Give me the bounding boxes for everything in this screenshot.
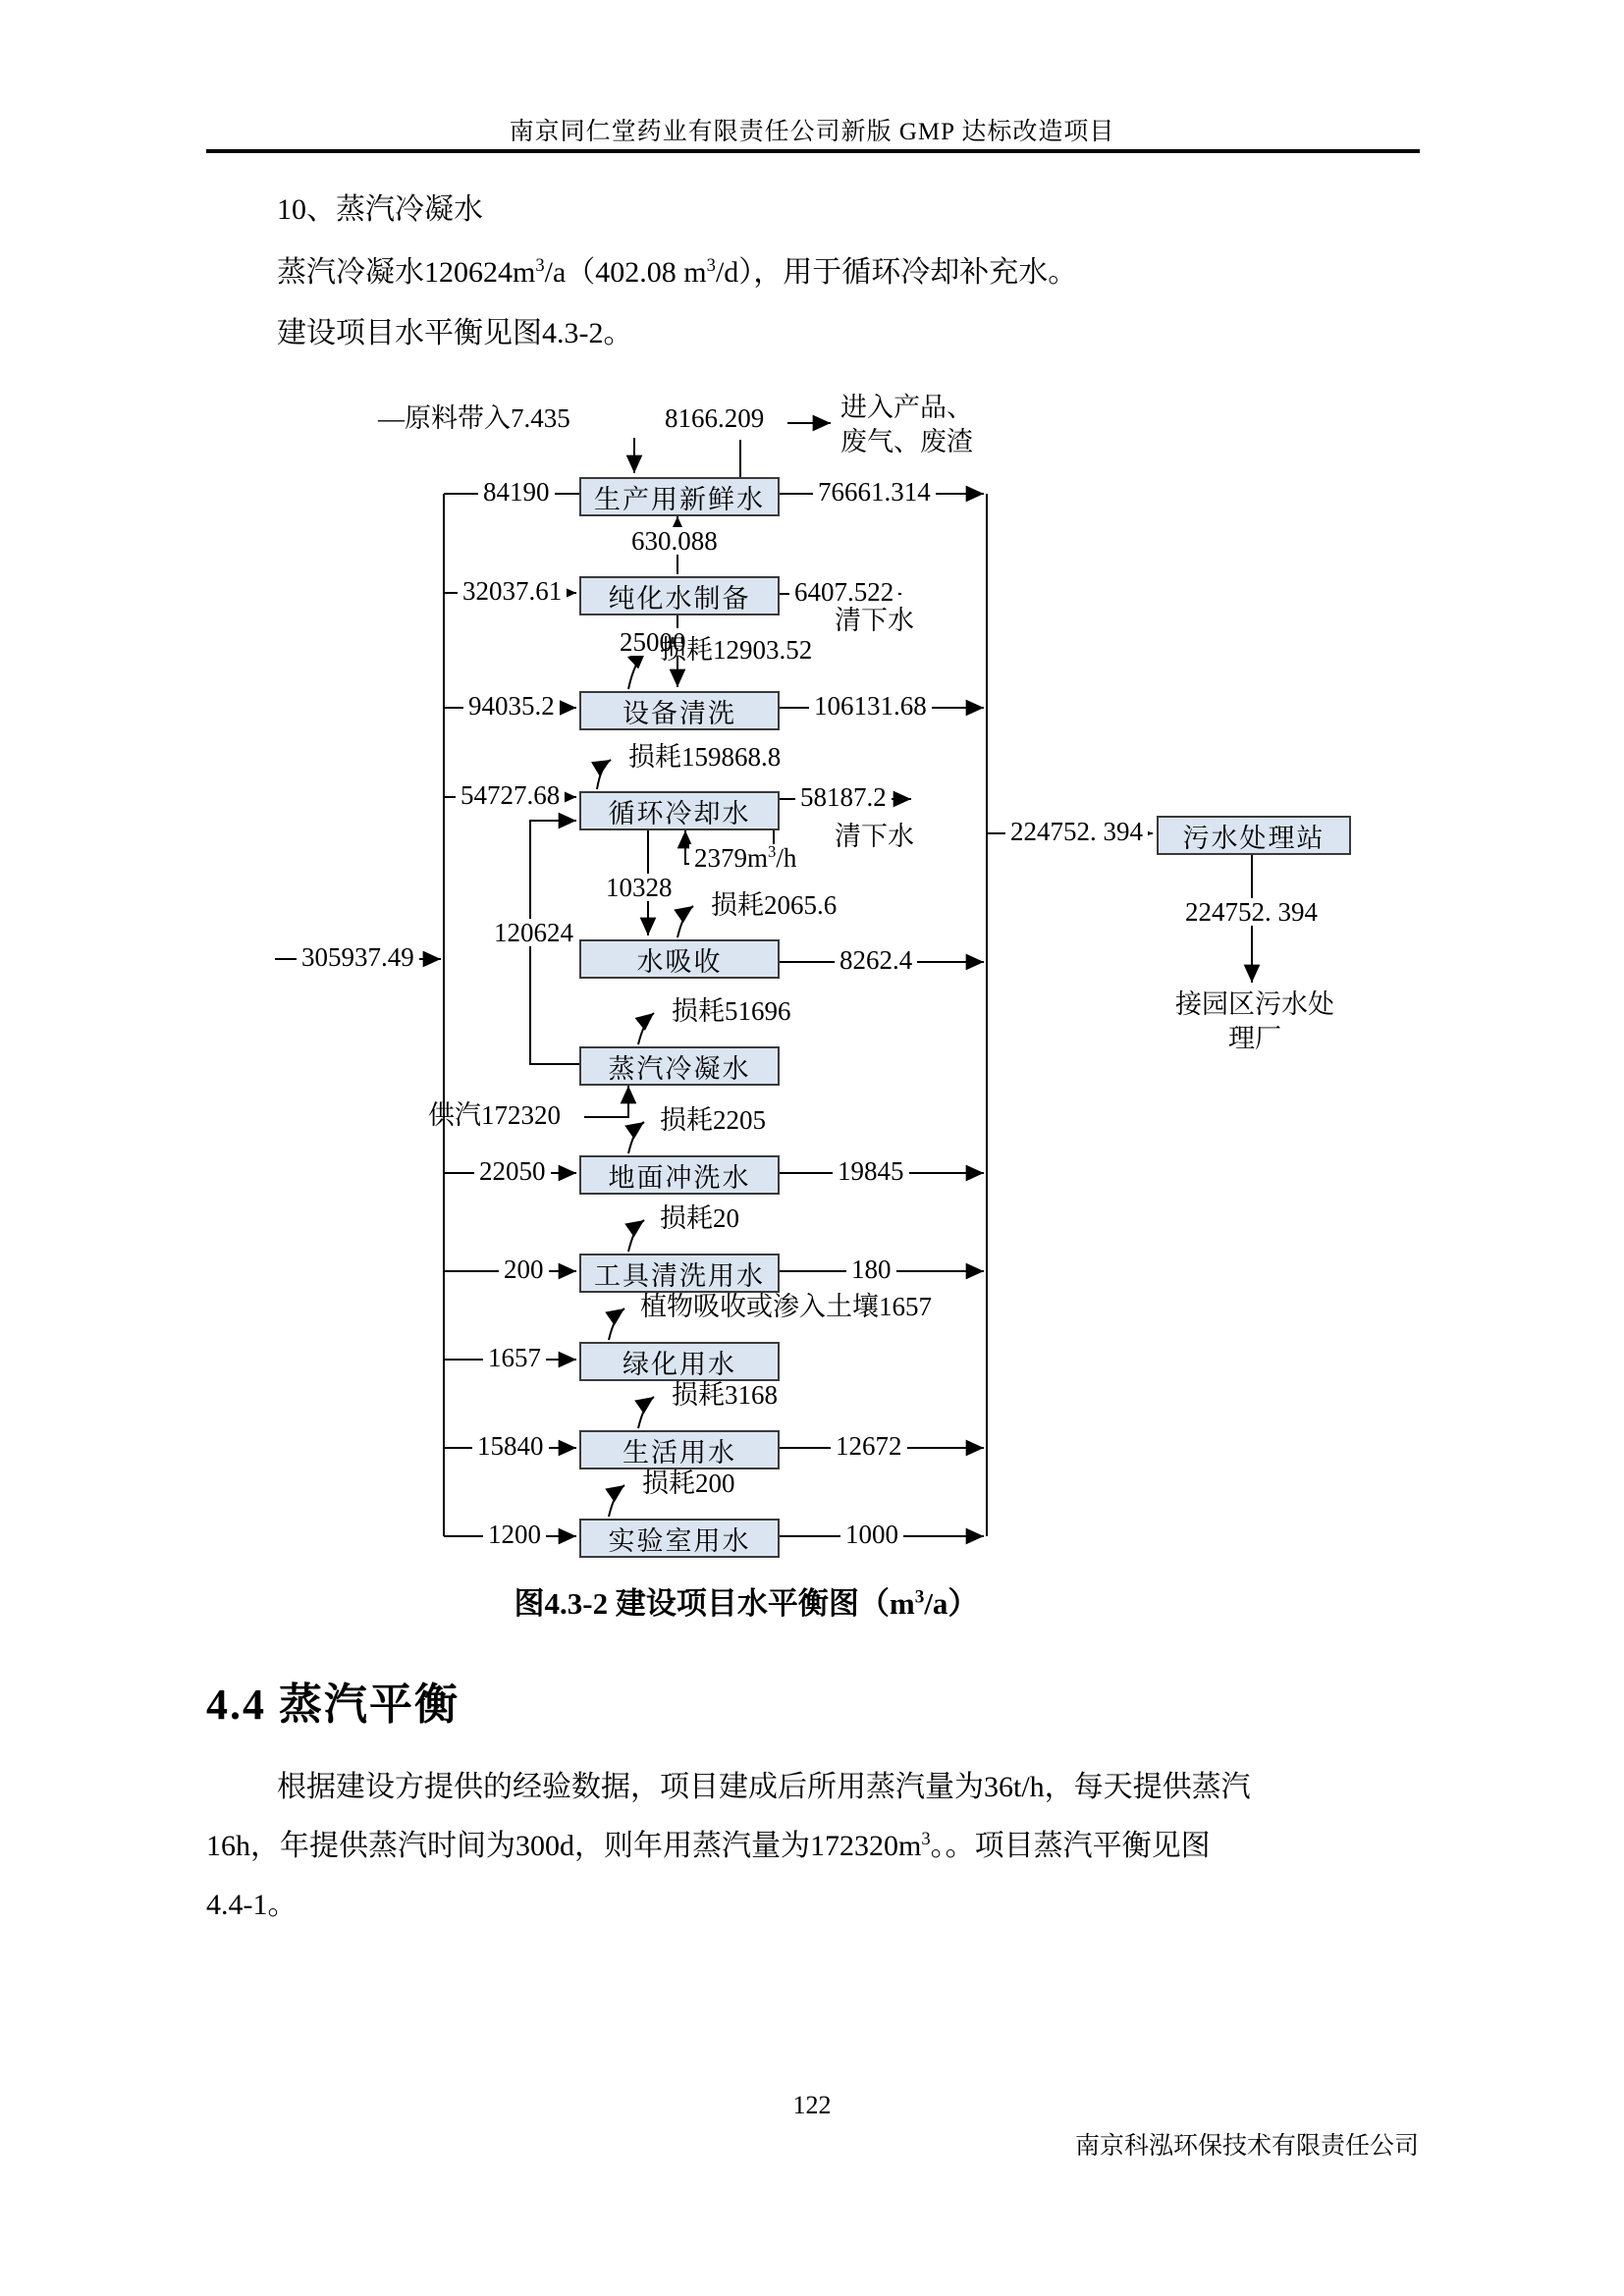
- label-loss-condensate: 损耗51696: [672, 996, 791, 1026]
- superscript: 3: [921, 1829, 931, 1849]
- label-in-ground: 22050: [474, 1157, 551, 1185]
- paragraph-line-2: [206, 1821, 1211, 1864]
- figure-caption: [206, 1578, 1286, 1623]
- label-loss-laboratory: 损耗200: [642, 1468, 735, 1498]
- label-loss-absorption: 损耗2065.6: [711, 890, 838, 920]
- label-in-purified: 32037.61: [458, 577, 567, 605]
- label-station-outflow: 224752. 394: [1180, 898, 1323, 926]
- label-loss-ground: 损耗2205: [660, 1105, 766, 1135]
- intro-line-1-a: 蒸汽冷凝水120624m: [277, 256, 536, 289]
- paragraph-line-2-a: 16h，年提供蒸汽时间为300d，则年用蒸汽量为172320m: [206, 1830, 922, 1862]
- box-purified-water: 纯化水制备: [579, 576, 780, 615]
- paragraph-line-1: 根据建设方提供的经验数据，项目建成后所用蒸汽量为36t/h，每天提供蒸汽: [277, 1771, 1251, 1803]
- label-loss-tool: 损耗20: [660, 1203, 739, 1233]
- label-destination-line1: 接园区污水处: [1175, 989, 1334, 1019]
- label-total-feed: 305937.49: [297, 943, 419, 971]
- label-cooling-rate-b: /h: [776, 843, 797, 873]
- label-out-domestic: 12672: [831, 1432, 907, 1460]
- label-out-purified: 6407.522: [789, 578, 898, 606]
- label-loss-cooling: 损耗159868.8: [628, 742, 782, 772]
- superscript: 3: [914, 1586, 925, 1608]
- box-steam-condensate: 蒸汽冷凝水: [579, 1046, 780, 1086]
- label-purified-return: 630.088: [626, 527, 723, 555]
- label-in-laboratory: 1200: [483, 1521, 546, 1548]
- label-purified-to-equipment: 25000: [615, 628, 691, 656]
- label-in-greening: 1657: [483, 1344, 546, 1371]
- box-equipment-cleaning: 设备清洗: [579, 691, 780, 730]
- label-to-product-waste: [840, 391, 973, 459]
- label-cooling-circulation-rate: [689, 844, 801, 872]
- box-domestic-water: 生活用水: [579, 1430, 780, 1469]
- label-cooling-to-absorption: 10328: [601, 874, 677, 901]
- list-item-title: 10、蒸汽冷凝水: [277, 193, 483, 226]
- label-out-equipment: 106131.68: [809, 692, 932, 720]
- box-ground-flushing: 地面冲洗水: [579, 1155, 780, 1195]
- label-loss-domestic: 损耗3168: [672, 1380, 778, 1410]
- label-to-product-line1: 进入产品、: [840, 393, 973, 422]
- label-in-cooling: 54727.68: [456, 781, 565, 809]
- label-out-tool: 180: [846, 1255, 896, 1283]
- superscript: 3: [706, 255, 716, 276]
- label-in-domestic: 15840: [472, 1432, 549, 1460]
- label-plant-absorption: 植物吸收或渗入土壤1657: [640, 1292, 932, 1321]
- paragraph-line-2-b: 。。项目蒸汽平衡见图: [930, 1830, 1211, 1862]
- label-steam-supply: 供汽172320: [428, 1100, 561, 1130]
- label-destination-line2: 理厂: [1228, 1024, 1281, 1053]
- label-out-laboratory: 1000: [840, 1521, 903, 1548]
- page-number: 122: [792, 2091, 832, 2119]
- label-out-ground: 19845: [833, 1157, 909, 1185]
- intro-line-1-c: /d），用于循环冷却补充水。: [715, 256, 1078, 289]
- label-loss-equipment: 损耗12903.52: [660, 635, 813, 665]
- label-condensate-to-cooling: 120624: [489, 919, 578, 946]
- box-water-absorption: 水吸收: [579, 939, 780, 979]
- label-raw-material-input: —原料带入7.435: [378, 403, 570, 433]
- caption-b: /a）: [924, 1586, 979, 1621]
- box-tool-cleaning: 工具清洗用水: [579, 1254, 780, 1293]
- box-fresh-water: 生产用新鲜水: [579, 477, 780, 516]
- label-out-cooling: 58187.2: [795, 783, 892, 811]
- label-cooling-rate-a: 2379m: [694, 843, 769, 873]
- label-station-destination: [1159, 988, 1351, 1056]
- box-circulating-cooling: 循环冷却水: [579, 791, 780, 830]
- label-out-fresh: 76661.314: [813, 478, 936, 506]
- superscript: 3: [768, 842, 777, 861]
- paragraph-line-3: 4.4-1。: [206, 1889, 298, 1921]
- label-in-tool: 200: [499, 1255, 549, 1283]
- superscript: 3: [535, 255, 545, 276]
- label-evaporation-amount: 8166.209: [660, 404, 769, 432]
- label-clean-wastewater-2: 清下水: [835, 822, 914, 851]
- label-clean-wastewater-1: 清下水: [835, 606, 914, 635]
- label-in-fresh: 84190: [478, 478, 555, 506]
- caption-a: 图4.3-2 建设项目水平衡图（m: [514, 1586, 915, 1621]
- intro-line-2: 建设项目水平衡见图4.3-2。: [277, 317, 633, 349]
- section-heading: 4.4 蒸汽平衡: [206, 1681, 460, 1729]
- footer-company: 南京科泓环保技术有限责任公司: [1074, 2133, 1419, 2160]
- label-to-sewage-station: 224752. 394: [1005, 818, 1148, 845]
- label-out-absorption: 8262.4: [835, 946, 917, 974]
- label-in-equipment: 94035.2: [463, 692, 560, 720]
- page-header-title: 南京同仁堂药业有限责任公司新版 GMP 达标改造项目: [509, 119, 1115, 145]
- intro-line-1-b: /a（402.08 m: [544, 256, 707, 289]
- box-laboratory-water: 实验室用水: [579, 1519, 780, 1558]
- label-to-product-line2: 废气、废渣: [840, 427, 973, 456]
- box-greening-water: 绿化用水: [579, 1342, 780, 1381]
- box-sewage-station: 污水处理站: [1157, 816, 1351, 855]
